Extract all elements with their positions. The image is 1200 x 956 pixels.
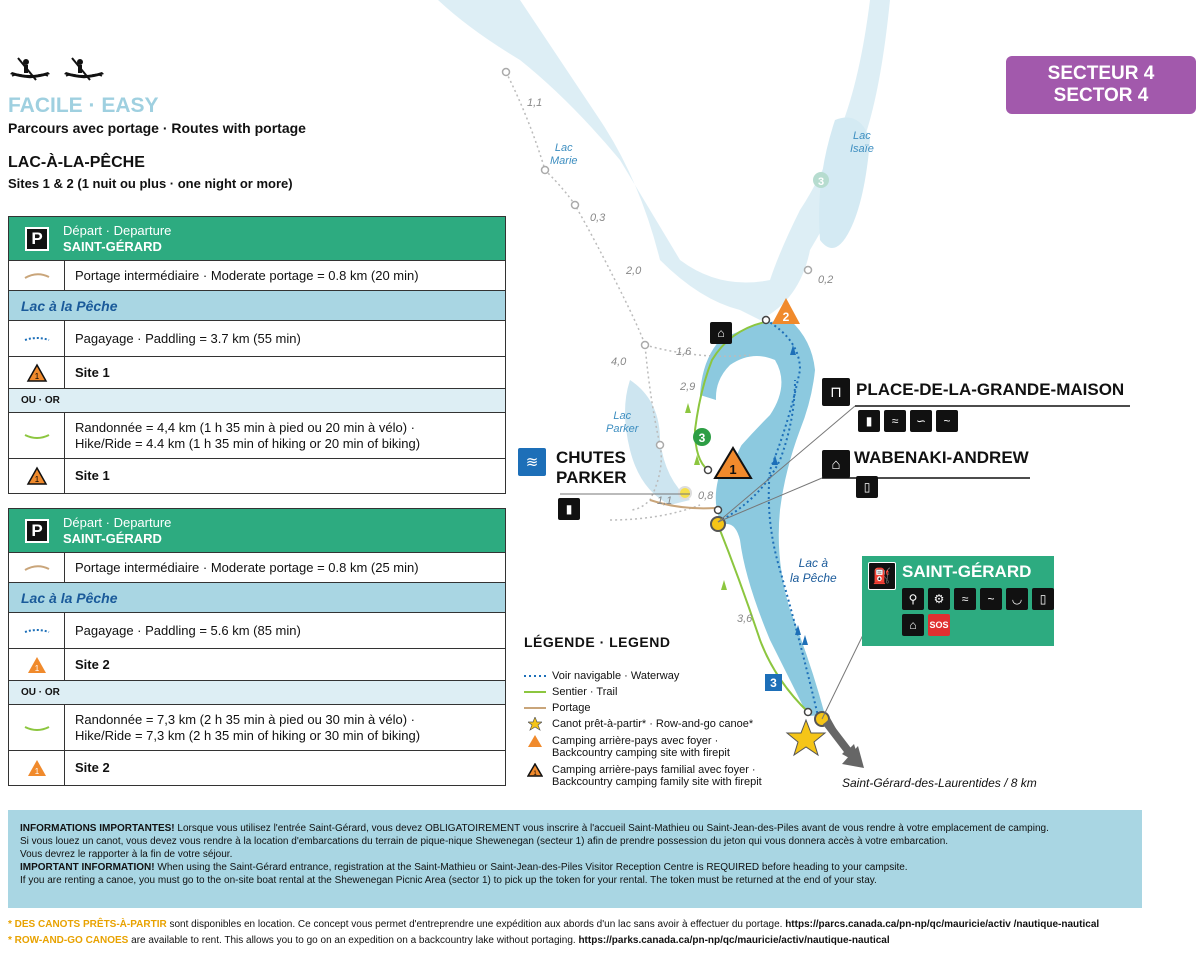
info-en-line2: If you are renting a canoe, you must go to the on-site boat rental at the Shewenegan Picnic Area (sector 1) to pick up the token for your rental. The token must be returned at the end of your stay. bbox=[20, 875, 877, 886]
parking-icon: P bbox=[25, 227, 49, 251]
info-en-line1: IMPORTANT INFORMATION! When using the Saint-Gérard entrance, registration at the Saint-Mathieu or Saint-Jean-des-Piles Visitor Reception Centre is REQUIRED before heading to your campsite. bbox=[20, 862, 908, 873]
site-row: 1 Site 2 bbox=[9, 751, 505, 785]
campsite-icon bbox=[26, 655, 48, 675]
lac-isaie-label: Lac Isaïe bbox=[850, 130, 874, 155]
wabenaki-andrew-title: WABENAKI-ANDREW bbox=[854, 448, 1029, 467]
or-row: OU · OR bbox=[9, 681, 505, 705]
legend-trail: Sentier · Trail bbox=[522, 686, 617, 698]
departure-place: SAINT-GÉRARD bbox=[63, 238, 162, 254]
route-type: Parcours avec portage · Routes with portage bbox=[8, 120, 306, 136]
node bbox=[763, 317, 770, 324]
direction-arrow bbox=[685, 403, 691, 413]
direction-arrow bbox=[802, 635, 808, 645]
paddling-row: Pagayage · Paddling = 3.7 km (55 min) bbox=[9, 321, 505, 357]
destination-label: Saint-Gérard-des-Laurentides / 8 km bbox=[842, 776, 1037, 790]
wabenaki-services bbox=[856, 476, 878, 498]
waterway-line-icon bbox=[23, 626, 51, 636]
footnote-en-link[interactable]: https://parks.canada.ca/pn-np/qc/mauricie/activ/nautique-nautical bbox=[578, 935, 890, 946]
cycling-icon: ⚙ bbox=[928, 588, 950, 610]
node bbox=[572, 202, 579, 209]
legend-family-camping: 1 Camping arrière-pays familial avec foyer · Backcountry camping family site with firepit bbox=[522, 764, 762, 788]
shelter-icon: ⌂ bbox=[902, 614, 924, 636]
route-table-site-2 bbox=[8, 508, 506, 786]
node bbox=[657, 442, 664, 449]
hike-row: Randonnée = 4,4 km (1 h 35 min à pied ou 20 min à vélo) · Hike/Ride = 4.4 km (1 h 35 min of hiking or 20 min of biking) bbox=[9, 413, 505, 459]
node bbox=[542, 167, 549, 174]
departure-label: Départ · Departure bbox=[63, 222, 172, 238]
svg-text:1: 1 bbox=[34, 767, 39, 776]
canoe-icon bbox=[8, 56, 52, 82]
node bbox=[679, 487, 691, 499]
route-table-site-1 bbox=[8, 216, 506, 494]
node bbox=[705, 467, 712, 474]
portage-line-icon bbox=[23, 563, 51, 573]
distance-label: 3,6 bbox=[737, 613, 753, 625]
portage-line-icon bbox=[23, 271, 51, 281]
waterway-line-icon bbox=[23, 334, 51, 344]
campsite-family-icon bbox=[26, 363, 48, 383]
kayak-icon: ∽ bbox=[910, 410, 932, 432]
distance-label: 2,0 bbox=[626, 265, 642, 277]
outhouse-icon: ▯ bbox=[1032, 588, 1054, 610]
paddling-row: Pagayage · Paddling = 5.6 km (85 min) bbox=[9, 613, 505, 649]
route-title: LAC-À-LA-PÊCHE bbox=[8, 154, 145, 171]
waterway-line-icon bbox=[523, 673, 547, 679]
footnote-fr-link[interactable]: https://parcs.canada.ca/pn-np/qc/mauricie/activ /nautique-nautical bbox=[785, 919, 1100, 930]
info-fr-line1: INFORMATIONS IMPORTANTES! Lorsque vous utilisez l'entrée Saint-Gérard, vous devez OBLIGATOIREMENT vous inscrire à l'accueil Saint-Mathieu ou Saint-Jean-des-Piles avant de vous rendre à votre emplacement de camping. bbox=[20, 823, 1049, 834]
departure-place: SAINT-GÉRARD bbox=[63, 530, 162, 546]
svg-text:1: 1 bbox=[533, 771, 537, 777]
picnic-table-icon: ⊓ bbox=[822, 378, 850, 406]
access-point-node bbox=[711, 517, 725, 531]
departure-header bbox=[9, 217, 505, 261]
distance-label: 0,3 bbox=[590, 212, 606, 224]
legend-portage: Portage bbox=[522, 702, 591, 714]
site-row: 1 Site 1 bbox=[9, 459, 505, 493]
sector-badge: SECTEUR 4 SECTOR 4 bbox=[1006, 56, 1196, 114]
distance-label: 1,1 bbox=[657, 495, 673, 507]
outhouse-icon: ▯ bbox=[856, 476, 878, 498]
campsite-family-icon bbox=[26, 466, 48, 486]
info-fr-line3: Vous devrez le rapporter à la fin de votre séjour. bbox=[20, 849, 233, 860]
grande-maison-services bbox=[858, 410, 958, 432]
difficulty-level: FACILE · EASY bbox=[8, 94, 159, 117]
canoe-icon: ≈ bbox=[954, 588, 976, 610]
trail-line-icon bbox=[23, 723, 51, 733]
node bbox=[642, 342, 649, 349]
lac-parker-label: Lac Parker bbox=[606, 410, 639, 435]
trail-line-icon bbox=[523, 689, 547, 695]
place-de-la-grande-maison-title: PLACE-DE-LA-GRANDE-MAISON bbox=[856, 380, 1125, 399]
svg-text:1: 1 bbox=[34, 663, 39, 673]
node bbox=[715, 507, 722, 514]
chutes-parker-title: CHUTES PARKER bbox=[556, 448, 627, 487]
hike-row: Randonnée = 7,3 km (2 h 35 min à pied ou 30 min à vélo) · Hike/Ride = 7,3 km (2 h 35 min of hiking or 30 min of biking) bbox=[9, 705, 505, 751]
swimming-icon: ~ bbox=[980, 588, 1002, 610]
direction-arrow bbox=[721, 580, 727, 590]
beach-icon: ◡ bbox=[1006, 588, 1028, 610]
legend-canoe: Canot prêt-à-partir* · Row-and-go canoe* bbox=[522, 718, 753, 730]
node bbox=[805, 709, 812, 716]
footnote-en: * ROW-AND-GO CANOES are available to rent. This allows you to go on an expedition on a backcountry lake without portaging. https://parks.canada.ca/pn-np/qc/mauricie/activ/nautique-nautical bbox=[8, 935, 890, 946]
departure-header bbox=[9, 509, 505, 553]
shelter-icon: ⌂ bbox=[822, 450, 850, 478]
site-row: 1 Site 1 bbox=[9, 357, 505, 389]
lake-row: Lac à la Pêche bbox=[9, 291, 505, 321]
svg-text:3: 3 bbox=[698, 431, 706, 445]
distance-label: 0,2 bbox=[818, 274, 834, 286]
lac-a-la-peche-label: Lac à la Pêche bbox=[790, 556, 837, 585]
info-fr-line2: Si vous louez un canot, vous devez vous rendre à la location d'embarcations du terrain de pique-nique Shewenegan (secteur 1) afin de prendre possession du jeton qui vous donnera accès à votre embarcation. bbox=[20, 836, 949, 847]
portage-row: Portage intermédiaire · Moderate portage = 0.8 km (25 min) bbox=[9, 553, 505, 583]
saint-gerard-title: SAINT-GÉRARD bbox=[902, 562, 1032, 581]
svg-text:1: 1 bbox=[34, 371, 39, 381]
distance-label: 0,8 bbox=[698, 490, 714, 502]
distance-label: 1,1 bbox=[527, 97, 543, 109]
site-row: 1 Site 2 bbox=[9, 649, 505, 681]
saint-gerard-services-row1 bbox=[902, 588, 1054, 610]
node bbox=[805, 267, 812, 274]
departure-label: Départ · Departure bbox=[63, 514, 172, 530]
campsite-family-icon bbox=[527, 763, 543, 777]
destination-arrow-shaft bbox=[826, 722, 852, 756]
hiking-icon: ⚲ bbox=[902, 588, 924, 610]
toilet-icon: ▮ bbox=[858, 410, 880, 432]
svg-text:3: 3 bbox=[817, 176, 825, 188]
site-2-number: 2 bbox=[782, 310, 790, 324]
portage-row: Portage intermédiaire · Moderate portage = 0.8 km (20 min) bbox=[9, 261, 505, 291]
distance-label: 1,6 bbox=[676, 346, 692, 358]
or-row: OU · OR bbox=[9, 389, 505, 413]
canoe-rental-icon: ≈ bbox=[884, 410, 906, 432]
distance-label: 2,9 bbox=[680, 381, 696, 393]
svg-text:1: 1 bbox=[34, 475, 39, 484]
canoe-icon bbox=[62, 56, 106, 82]
waterfall-icon: ≋ bbox=[518, 448, 546, 476]
legend-waterway: Voir navigable · Waterway bbox=[522, 670, 679, 682]
node bbox=[503, 69, 510, 76]
legend-camping: Camping arrière-pays avec foyer · Backcountry camping site with firepit bbox=[522, 735, 730, 759]
trail-line-icon bbox=[23, 431, 51, 441]
star-icon bbox=[528, 717, 542, 731]
parking-icon: P bbox=[25, 519, 49, 543]
saint-gerard-services-row2 bbox=[902, 614, 950, 636]
campsite-icon bbox=[528, 735, 542, 747]
distance-label: 4,0 bbox=[611, 356, 627, 368]
site-1-number: 1 bbox=[729, 462, 737, 477]
fuel-info-icon: ⛽ bbox=[868, 562, 896, 590]
campsite-icon bbox=[26, 758, 48, 778]
svg-text:3: 3 bbox=[770, 676, 777, 690]
swimming-icon: ~ bbox=[936, 410, 958, 432]
legend-title: LÉGENDE · LEGEND bbox=[524, 634, 671, 650]
toilet-icon: ▮ bbox=[558, 498, 580, 520]
lac-marie-label: Lac Marie bbox=[550, 142, 578, 167]
sos-phone-icon: SOS bbox=[928, 614, 950, 636]
footnote-fr: * DES CANOTS PRÊTS-À-PARTIR sont disponibles en location. Ce concept vous permet d'entreprendre une expédition aux abords d'un lac sans avoir à effectuer du portage. https://parcs.canada.ca/pn-np/qc/mauricie/activ /nautique-nautical bbox=[8, 919, 1100, 930]
lake-row: Lac à la Pêche bbox=[9, 583, 505, 613]
portage-line-icon bbox=[523, 705, 547, 711]
important-info-box bbox=[8, 810, 1142, 908]
route-sites: Sites 1 & 2 (1 nuit ou plus · one night or more) bbox=[8, 176, 293, 191]
difficulty-canoe-icons bbox=[8, 56, 106, 82]
hut-icon: ⌂ bbox=[710, 322, 732, 344]
